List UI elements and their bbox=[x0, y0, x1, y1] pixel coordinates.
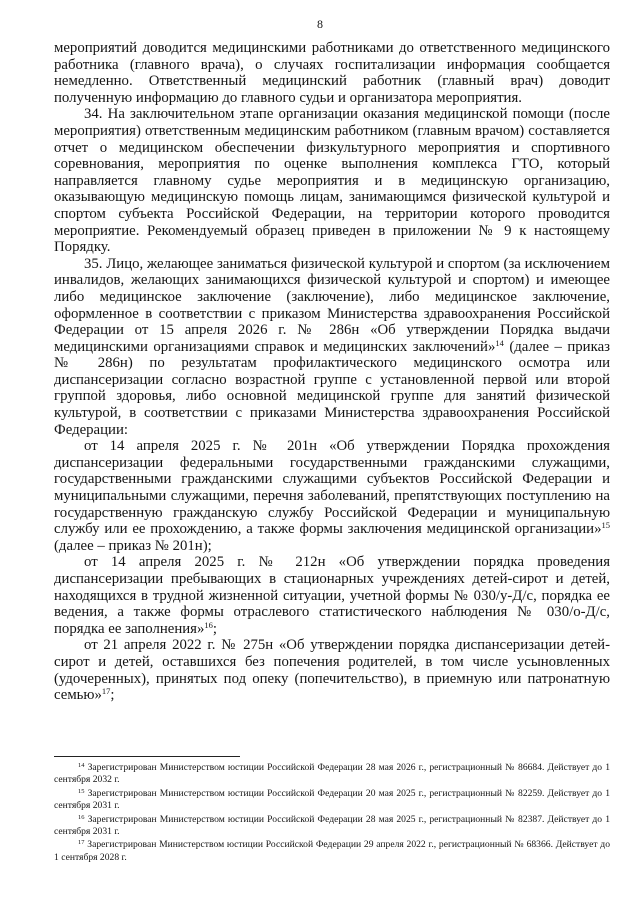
paragraph-text: (далее – приказ № 201н); bbox=[54, 537, 212, 554]
footnote-16 bbox=[54, 814, 610, 839]
footnote-15 bbox=[54, 788, 610, 813]
paragraph-35 bbox=[54, 256, 610, 439]
paragraph-text: 34. На заключительном этапе организации оказания медицинской помощи (после мероприятия) ответственным медицинским работником (главным врачом) составляется отчет о медицинском обеспечении физкультурного мероприятия и спортивного соревнования, мероприятия по оценке выполнения комплекса ГТО, который направляется главному судье мероприятия и в медицинскую организацию, оказывающую медицинскую помощь лицам, занимающимся физической культурой и спортом субъекта Российской Федерации, на территории которого проводится мероприятие. Рекомендуемый образец приведен в приложении № 9 к настоящему Порядку. bbox=[54, 106, 610, 256]
paragraph-order-275n bbox=[54, 637, 610, 703]
footnote-14 bbox=[54, 762, 610, 787]
footnote-number: 15 bbox=[78, 787, 85, 795]
footnote-text: Зарегистрирован Министерством юстиции Российской Федерации 28 мая 2026 г., регистрационный № 86684. Действует до 1 сентября 2032 г. bbox=[54, 762, 610, 786]
document-body bbox=[54, 40, 610, 704]
page-number: 8 bbox=[317, 17, 323, 31]
footnote-ref: 15 bbox=[601, 520, 610, 531]
paragraph-text: (далее – приказ № 286н) по результатам профилактического медицинского осмотра или диспансеризации согласно возрастной группе с установленной первой или второй группой здоровья, либо основной медицинской группе для занятий физической культурой, в соответствии с приказами Министерства здравоохранения Российской Федерации: bbox=[54, 338, 610, 438]
footnote-17 bbox=[54, 839, 610, 864]
footnote-number: 14 bbox=[78, 762, 85, 769]
paragraph-text: от 14 апреля 2025 г. № 212н «Об утверждении порядка проведения диспансеризации пребывающих в стационарных учреждениях детей-сирот и детей, находящихся в трудной жизненной ситуации, учетной формы № 030/у-Д/с, порядка ее ведения, а также формы отраслевого статистического наблюдения № 030/о-Д/с, порядка ее заполнения» bbox=[54, 554, 610, 637]
paragraph-text: 35. Лицо, желающее заниматься физической культурой и спортом (за исключением инвалидов, желающих занимающихся физической культурой и спортом) и имеющее либо медицинское заключение (заключение), либо медицинское заключение, оформленное в соответствии с приказом Министерства здравоохранения Российской Федерации от 15 апреля 2026 г. № 286н «Об утверждении Порядка выдачи медицинскими организациями справок и медицинских заключений» bbox=[54, 255, 610, 355]
footnote-ref: 17 bbox=[101, 686, 111, 697]
footnote-text: Зарегистрирован Министерством юстиции Российской Федерации 20 мая 2025 г., регистрационный № 82259. Действует до 1 сентября 2031 г. bbox=[54, 787, 610, 812]
footnote-text: Зарегистрирован Министерством юстиции Российской Федерации 28 мая 2025 г., регистрационный № 82387. Действует до 1 сентября 2031 г. bbox=[54, 813, 610, 837]
paragraph-text: ; bbox=[212, 620, 217, 637]
paragraph-text: мероприятий доводится медицинскими работниками до ответственного медицинского работника (главного врача), о случаях госпитализации информация сообщается немедленно. Ответственный медицинский работник (главный врач) доводит полученную информацию до главного судьи и организатора мероприятия. bbox=[54, 40, 610, 106]
footnote-text: Зарегистрирован Министерством юстиции Российской Федерации 29 апреля 2022 г., регистрационный № 68366. Действует до 1 сентября 2028 г. bbox=[54, 839, 610, 863]
paragraph-34 bbox=[54, 106, 610, 255]
footnote-number: 17 bbox=[78, 839, 85, 847]
footnote-number: 16 bbox=[78, 813, 85, 821]
paragraph-text: ; bbox=[110, 687, 115, 704]
paragraph-text: от 14 апреля 2025 г. № 201н «Об утверждении Порядка прохождения диспансеризации федеральными государственными гражданскими служащими, государственными гражданскими служащими субъектов Российской Федерации и муниципальными служащими, перечня заболеваний, препятствующих поступлению на государственную гражданскую службу Российской Федерации и муниципальную службу или ее прохождению, а также формы заключения медицинской организации» bbox=[54, 438, 610, 538]
footnote-separator bbox=[54, 756, 240, 757]
footnote-ref: 16 bbox=[204, 619, 213, 630]
paragraph-order-201n bbox=[54, 438, 610, 554]
footnote-ref: 14 bbox=[495, 337, 504, 348]
footnotes bbox=[54, 762, 610, 865]
paragraph-order-212n bbox=[54, 554, 610, 637]
paragraph-text: от 21 апреля 2022 г. № 275н «Об утверждении порядка диспансеризации детей-сирот и детей, оставшихся без попечения родителей, в том числе усыновленных (удочеренных), принятых под опеку (попечительство), в приемную или патронатную семью» bbox=[54, 637, 610, 704]
paragraph-continuation bbox=[54, 40, 610, 106]
